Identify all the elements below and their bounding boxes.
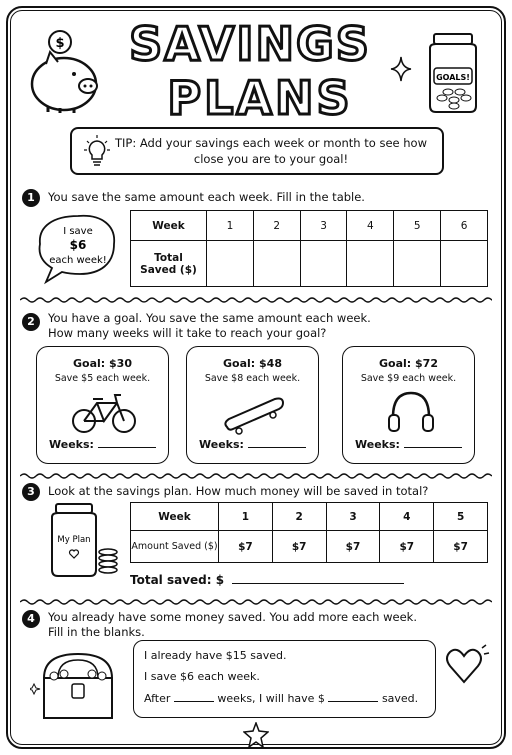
q1-week-2: 2 [253, 211, 300, 241]
headphones-icon [387, 387, 435, 437]
q1-week-1: 1 [207, 211, 254, 241]
goal-card-skateboard [186, 346, 319, 464]
title-line1: SAVINGS [129, 17, 371, 71]
section-divider [20, 472, 492, 480]
fill-in-box [133, 640, 436, 718]
goals-jar-label: GOALS! [436, 73, 470, 82]
q1-savings-table [130, 210, 488, 287]
section-divider [20, 296, 492, 304]
goal-amount: Goal: $30 [73, 357, 132, 370]
page-title [100, 12, 400, 120]
weeks-answer-blank[interactable] [98, 437, 156, 448]
statement-line3 [144, 691, 425, 712]
weeks-answer-blank[interactable] [248, 437, 306, 448]
title-line2: PLANS [167, 71, 353, 120]
q3-amount-saved-header: Amount Saved ($) [131, 531, 219, 563]
q1-week-3: 3 [300, 211, 347, 241]
q1-answer-cell[interactable] [300, 241, 347, 287]
question-3-text: Look at the savings plan. How much money will be saved in total? [48, 484, 429, 498]
q1-answer-cell[interactable] [253, 241, 300, 287]
save-rate: Save $5 each week. [54, 373, 151, 384]
q3-week-1: 1 [219, 503, 273, 531]
goal-amount: Goal: $72 [379, 357, 438, 370]
question-4-number: 4 [22, 610, 40, 628]
tip-text: TIP: Add your savings each week or month to see how close you are to your goal! [115, 136, 427, 166]
q3-amount-5: $7 [434, 531, 488, 563]
statement-line1: I already have $15 saved. [144, 649, 287, 662]
my-plan-label: My Plan [57, 535, 91, 545]
q1-week-5: 5 [394, 211, 441, 241]
star-icon [243, 722, 269, 748]
treasure-chest-icon [30, 644, 126, 724]
q3-week-4: 4 [380, 503, 434, 531]
q1-answer-cell[interactable] [207, 241, 254, 287]
q1-week-4: 4 [347, 211, 394, 241]
total-saved-row [130, 573, 404, 588]
q1-week-6: 6 [441, 211, 488, 241]
weeks-label: Weeks: [355, 438, 400, 451]
q3-week-3: 3 [326, 503, 380, 531]
question-2-line1: You have a goal. You save the same amount each week. [48, 311, 371, 325]
q1-answer-cell[interactable] [394, 241, 441, 287]
heart-icon [444, 644, 490, 686]
amount-blank[interactable] [328, 691, 378, 702]
q3-amount-3: $7 [326, 531, 380, 563]
statement-line2: I save $6 each week. [144, 670, 260, 683]
weeks-label: Weeks: [49, 438, 94, 451]
q1-answer-cell[interactable] [441, 241, 488, 287]
bubble-line2: $6 [69, 238, 87, 252]
save-rate: Save $8 each week. [204, 373, 301, 384]
q1-total-saved-header: Total Saved ($) [131, 241, 207, 287]
bubble-line1: I save [63, 226, 93, 237]
q1-week-header: Week [131, 211, 207, 241]
weeks-blank[interactable] [174, 691, 214, 702]
saved-text: saved. [381, 692, 419, 705]
q3-amount-1: $7 [219, 531, 273, 563]
total-saved-answer-blank[interactable] [232, 573, 404, 584]
weeks-text: weeks, I will have $ [217, 692, 325, 705]
save-rate: Save $9 each week. [360, 373, 457, 384]
question-3-number: 3 [22, 483, 40, 501]
q3-savings-plan-table [130, 502, 488, 563]
weeks-label: Weeks: [199, 438, 244, 451]
goals-jar-icon [424, 32, 482, 114]
q3-week-header: Week [131, 503, 219, 531]
section-divider [20, 598, 492, 606]
bubble-line3: each week! [49, 255, 107, 266]
total-saved-label: Total saved: $ [130, 573, 225, 587]
goal-card-headphones [342, 346, 475, 464]
question-2-line2: How many weeks will it take to reach your goal? [48, 326, 327, 340]
after-text: After [144, 692, 171, 705]
q3-week-2: 2 [272, 503, 326, 531]
goal-amount: Goal: $48 [223, 357, 282, 370]
question-4-line1: You already have some money saved. You add more each week. [48, 610, 417, 624]
bicycle-icon [71, 391, 137, 435]
question-4-line2: Fill in the blanks. [48, 625, 145, 639]
goal-card-bicycle [36, 346, 169, 464]
q1-answer-cell[interactable] [347, 241, 394, 287]
coin-symbol: $ [55, 36, 65, 51]
question-2-number: 2 [22, 313, 40, 331]
skateboard-icon [221, 393, 287, 435]
question-1-number: 1 [22, 189, 40, 207]
speech-bubble [36, 212, 120, 286]
my-plan-jar-icon [46, 502, 122, 578]
q3-week-5: 5 [434, 503, 488, 531]
tip-box [70, 127, 444, 175]
lightbulb-icon [84, 135, 110, 167]
q3-amount-4: $7 [380, 531, 434, 563]
question-1-text: You save the same amount each week. Fill in the table. [48, 190, 365, 204]
q3-amount-2: $7 [272, 531, 326, 563]
piggy-bank-icon [24, 28, 106, 114]
sparkle-icon [390, 56, 412, 82]
weeks-answer-blank[interactable] [404, 437, 462, 448]
